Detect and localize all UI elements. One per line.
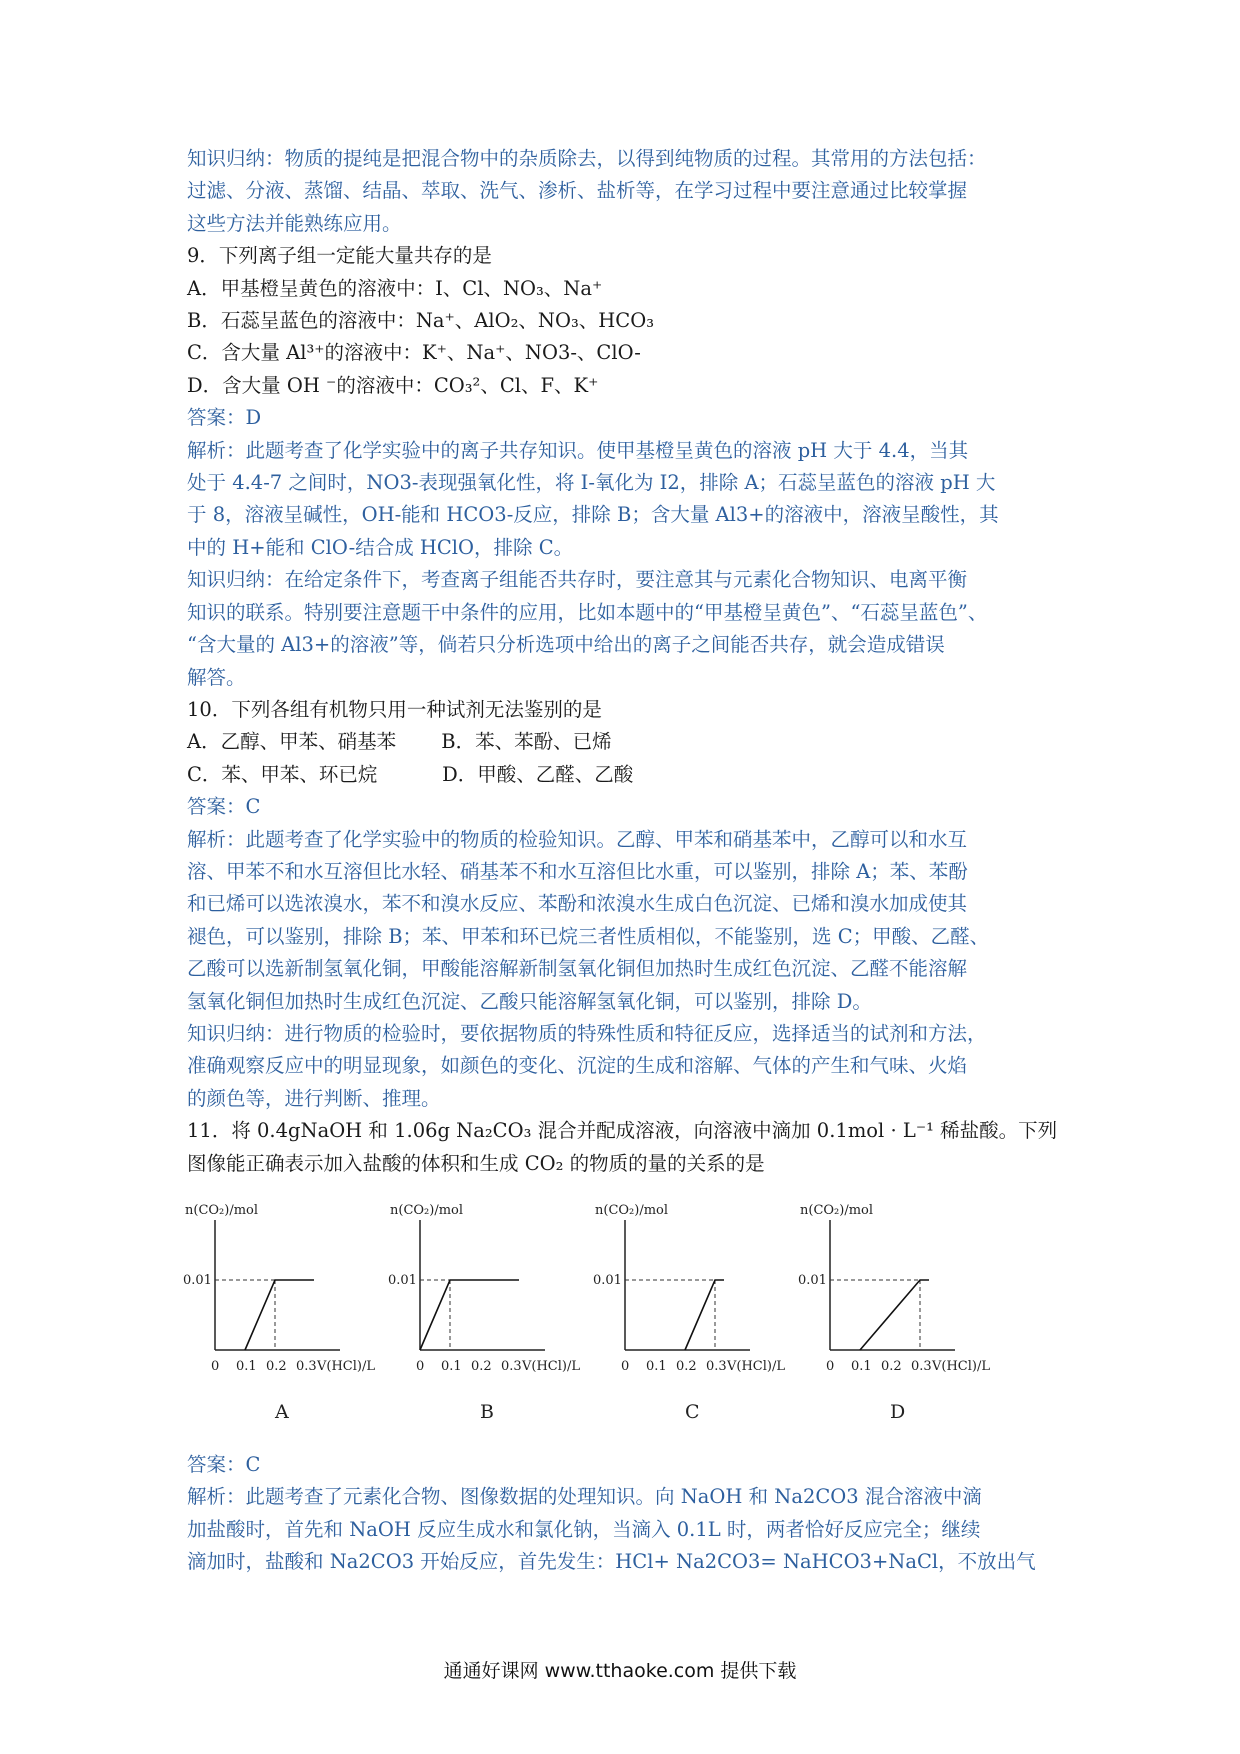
y-tick-label: 0.01 — [798, 1273, 827, 1288]
x-tick-label: 0.1 — [851, 1359, 872, 1374]
x-tick-label: 0.1 — [646, 1359, 667, 1374]
x-tick-label: 0 — [621, 1359, 630, 1374]
graph-options — [180, 1200, 1080, 1450]
x-tick-label: 0.2 — [266, 1359, 287, 1374]
text-line: 褪色，可以鉴别，排除 B；苯、甲苯和环已烷三者性质相似，不能鉴别，选 C；甲酸、乙醛、 — [187, 924, 990, 948]
text-line: 的颜色等，进行判断、推理。 — [187, 1086, 441, 1110]
text-line: 解析：此题考查了化学实验中的离子共存知识。使甲基橙呈黄色的溶液 pH 大于 4.4，当其 — [187, 438, 969, 462]
text-line: 于 8，溶液呈碱性，OH-能和 HCO3-反应，排除 B；含大量 Al3+的溶液中，溶液呈酸性，其 — [187, 503, 999, 527]
x-tick-label: 0.3 — [706, 1359, 727, 1374]
text-line: 9．下列离子组一定能大量共存的是 — [187, 244, 492, 268]
graph-svg — [385, 1200, 585, 1440]
answer-text-block — [187, 1449, 1057, 1579]
text-line: A．甲基橙呈黄色的溶液中：I、Cl、NO₃、Na⁺ — [187, 276, 603, 300]
text-line: 答案：D — [187, 406, 262, 430]
text-line: 准确观察反应中的明显现象，如颜色的变化、沉淀的生成和溶解、气体的产生和气味、火焰 — [187, 1054, 968, 1078]
text-line: 图像能正确表示加入盐酸的体积和生成 CO₂ 的物质的量的关系的是 — [187, 1151, 765, 1175]
x-tick-label: 0.3 — [296, 1359, 317, 1374]
text-line: “含大量的 Al3+的溶液”等，倘若只分析选项中给出的离子之间能否共存，就会造成错误 — [187, 633, 945, 657]
text-line: 解析：此题考查了元素化合物、图像数据的处理知识。向 NaOH 和 Na2CO3 混合溶液中滴 — [187, 1485, 982, 1509]
graph-option-label: D — [890, 1401, 906, 1423]
text-line: 氢氧化铜但加热时生成红色沉淀、乙酸只能溶解氢氧化铜，可以鉴别，排除 D。 — [187, 989, 872, 1013]
x-axis-label: V(HCl)/L — [932, 1359, 990, 1374]
text-line: D．含大量 OH ⁻的溶液中：CO₃²、Cl、F、K⁺ — [187, 373, 599, 397]
graph-option-label: C — [685, 1401, 700, 1423]
y-axis-label: n(CO₂)/mol — [595, 1203, 669, 1218]
text-line: 答案：C — [187, 1453, 261, 1476]
text-line: C．苯、甲苯、环已烷 D．甲酸、乙醛、乙酸 — [187, 762, 634, 786]
x-tick-label: 0 — [416, 1359, 425, 1374]
text-line: 10．下列各组有机物只用一种试剂无法鉴别的是 — [187, 697, 602, 721]
graph-svg — [180, 1200, 380, 1440]
graph-d — [795, 1200, 995, 1440]
page-footer: 通通好课网 www.tthaoke.com 提供下载 — [443, 1660, 797, 1682]
x-tick-label: 0.1 — [441, 1359, 462, 1374]
text-line: 答案：C — [187, 795, 261, 819]
text-line: 知识的联系。特别要注意题干中条件的应用，比如本题中的“甲基橙呈黄色”、“石蕊呈蓝色”、 — [187, 600, 988, 624]
x-tick-label: 0.2 — [676, 1359, 697, 1374]
y-tick-label: 0.01 — [593, 1273, 622, 1288]
series-line — [860, 1280, 929, 1350]
graph-a — [180, 1200, 380, 1440]
graph-svg — [590, 1200, 790, 1440]
text-line: B．石蕊呈蓝色的溶液中：Na⁺、AlO₂、NO₃、HCO₃ — [187, 309, 655, 333]
x-tick-label: 0.2 — [471, 1359, 492, 1374]
text-line: 加盐酸时，首先和 NaOH 反应生成水和氯化钠，当滴入 0.1L 时，两者恰好反应完全；继续 — [187, 1517, 981, 1541]
text-line: 知识归纳：在给定条件下，考查离子组能否共存时，要注意其与元素化合物知识、电离平衡 — [187, 568, 968, 592]
text-line: 知识归纳：进行物质的检验时，要依据物质的特殊性质和特征反应，选择适当的试剂和方法， — [187, 1021, 987, 1045]
graph-option-label: B — [480, 1401, 494, 1423]
y-tick-label: 0.01 — [388, 1273, 417, 1288]
graph-svg — [795, 1200, 995, 1440]
series-line — [245, 1280, 314, 1350]
x-tick-label: 0 — [211, 1359, 220, 1374]
x-axis-label: V(HCl)/L — [727, 1359, 785, 1374]
x-tick-label: 0.2 — [881, 1359, 902, 1374]
x-tick-label: 0.3 — [911, 1359, 932, 1374]
text-line: 过滤、分液、蒸馏、结晶、萃取、洗气、渗析、盐析等，在学习过程中要注意通过比较掌握 — [187, 179, 968, 203]
x-axis-label: V(HCl)/L — [317, 1359, 375, 1374]
text-line: 处于 4.4-7 之间时，NO3-表现强氧化性，将 I-氧化为 I2，排除 A；石蕊呈蓝色的溶液 pH 大 — [187, 471, 996, 495]
series-line — [420, 1280, 519, 1350]
text-line: 这些方法并能熟练应用。 — [187, 211, 402, 235]
text-line: 和已烯可以选浓溴水，苯不和溴水反应、苯酚和浓溴水生成白色沉淀、已烯和溴水加成使其 — [187, 892, 968, 916]
y-tick-label: 0.01 — [183, 1273, 212, 1288]
text-line: C．含大量 Al³⁺的溶液中：K⁺、Na⁺、NO3-、ClO- — [187, 341, 641, 365]
y-axis-label: n(CO₂)/mol — [185, 1203, 259, 1218]
x-axis-label: V(HCl)/L — [522, 1359, 580, 1374]
text-line: 中的 H+能和 ClO-结合成 HClO，排除 C。 — [187, 535, 574, 559]
x-tick-label: 0.3 — [501, 1359, 522, 1374]
text-line: A．乙醇、甲苯、硝基苯 B．苯、苯酚、已烯 — [187, 730, 612, 754]
top-text-block — [187, 143, 1057, 1180]
x-tick-label: 0.1 — [236, 1359, 257, 1374]
x-tick-label: 0 — [826, 1359, 835, 1374]
text-line: 乙酸可以选新制氢氧化铜，甲酸能溶解新制氢氧化铜但加热时生成红色沉淀、乙醛不能溶解 — [187, 957, 968, 981]
y-axis-label: n(CO₂)/mol — [800, 1203, 874, 1218]
series-line — [685, 1280, 724, 1350]
text-line: 溶、甲苯不和水互溶但比水轻、硝基苯不和水互溶但比水重，可以鉴别，排除 A；苯、苯酚 — [187, 859, 968, 883]
graph-c — [590, 1200, 790, 1440]
graph-b — [385, 1200, 585, 1440]
text-line: 知识归纳：物质的提纯是把混合物中的杂质除去，以得到纯物质的过程。其常用的方法包括： — [187, 147, 987, 170]
text-line: 滴加时，盐酸和 Na2CO3 开始反应，首先发生：HCl+ Na2CO3= NaHCO3+NaCl，不放出气 — [187, 1550, 1036, 1574]
graph-option-label: A — [275, 1401, 289, 1423]
text-line: 11．将 0.4gNaOH 和 1.06g Na₂CO₃ 混合并配成溶液，向溶液中滴加 0.1mol · L⁻¹ 稀盐酸。下列 — [187, 1119, 1058, 1143]
y-axis-label: n(CO₂)/mol — [390, 1203, 464, 1218]
text-line: 解答。 — [187, 665, 246, 689]
text-line: 解析：此题考查了化学实验中的物质的检验知识。乙醇、甲苯和硝基苯中，乙醇可以和水互 — [187, 827, 968, 851]
